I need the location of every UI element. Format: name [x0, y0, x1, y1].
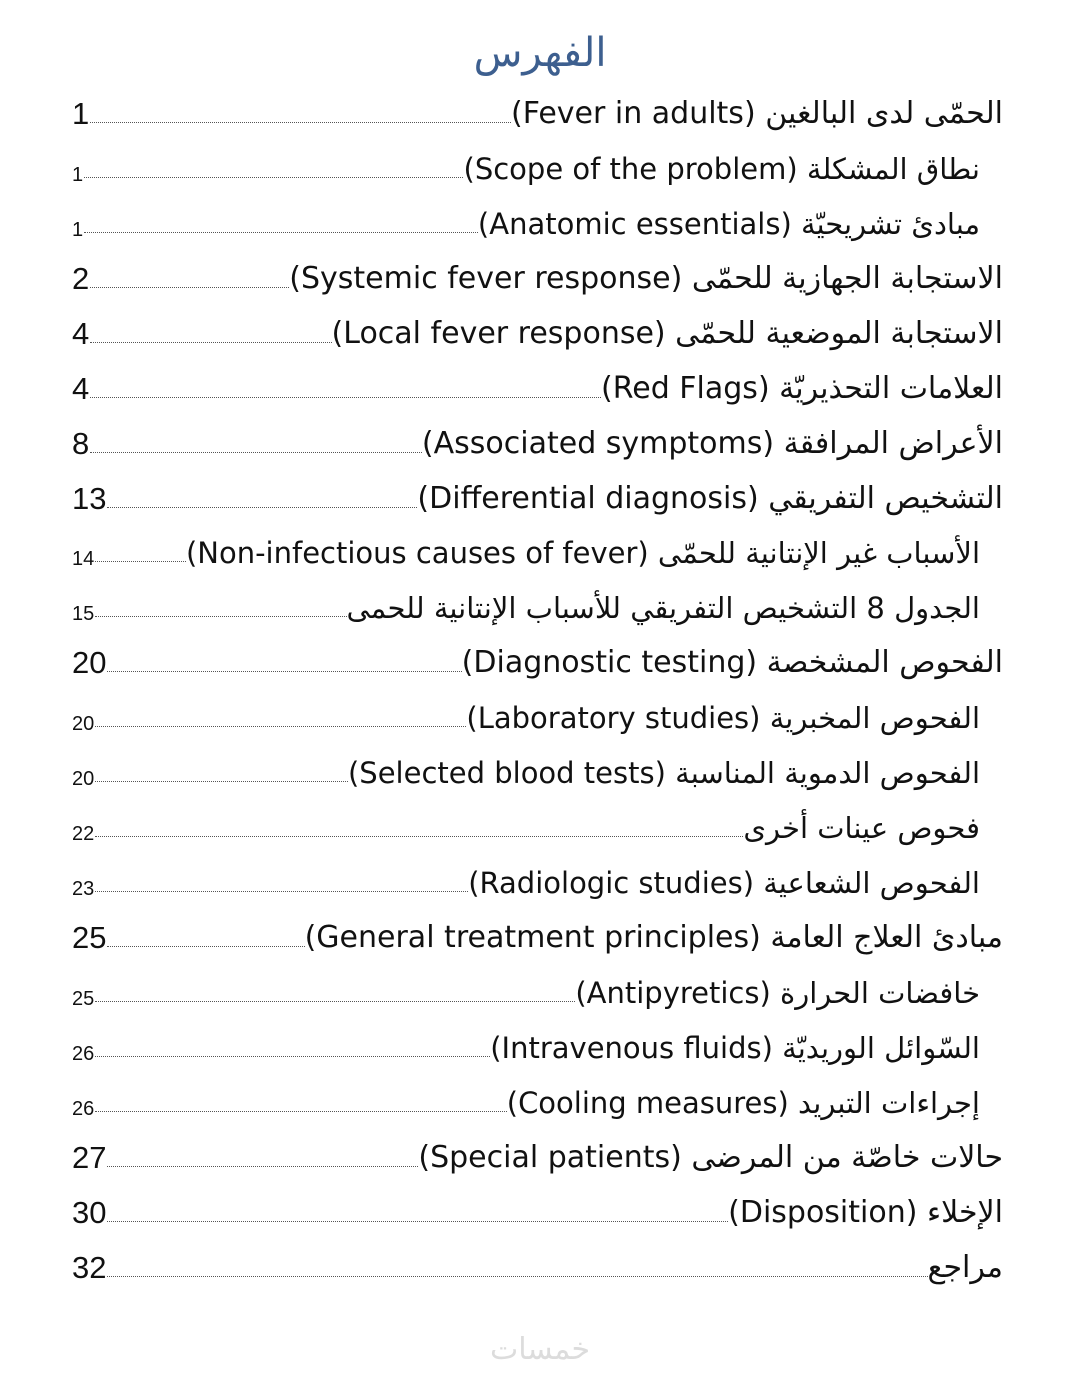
toc-page-number: 30 [72, 1194, 107, 1230]
toc-entry-title: الفحوص المخبرية (Laboratory studies) [466, 701, 980, 736]
dotted-leader [95, 616, 346, 617]
toc-page-number: 4 [72, 370, 90, 406]
dotted-leader [107, 671, 461, 672]
toc-entry[interactable] [0, 141, 1080, 196]
toc-entry[interactable] [0, 196, 1080, 251]
toc-entry[interactable] [0, 1075, 1080, 1130]
toc-entry-title: الحمّى لدى البالغين (Fever in adults) [511, 95, 1003, 131]
toc-entry[interactable] [0, 251, 1080, 306]
toc-entry-title: الأعراض المرافقة (Associated symptoms) [421, 425, 1003, 461]
toc-entry[interactable] [0, 580, 1080, 635]
dotted-leader [107, 946, 304, 947]
toc-entry[interactable] [0, 1130, 1080, 1185]
toc-entry-title: مراجع [927, 1249, 1003, 1285]
dotted-leader [95, 1111, 506, 1112]
toc-page-number: 32 [72, 1249, 107, 1285]
toc-page-number: 1 [72, 163, 84, 186]
dotted-leader [95, 561, 186, 562]
toc-entry-title: نطاق المشكلة (Scope of the problem) [463, 151, 980, 186]
toc-entry[interactable] [0, 635, 1080, 690]
toc-entry-title: خافضات الحرارة (Antipyretics) [575, 975, 980, 1010]
toc-entry[interactable] [0, 1020, 1080, 1075]
toc-entry-title: الفحوص الدموية المناسبة (Selected blood tests) [347, 756, 980, 791]
dotted-leader [107, 1166, 418, 1167]
dotted-leader [107, 507, 417, 508]
toc-entry-title: حالات خاصّة من المرضى (Special patients) [418, 1139, 1003, 1175]
toc-page-number: 2 [72, 260, 90, 296]
dotted-leader [84, 232, 478, 233]
toc-page-number: 27 [72, 1139, 107, 1175]
toc-entry-title: الاستجابة الجهازية للحمّى (Systemic fever response) [289, 260, 1003, 296]
dotted-leader [84, 177, 463, 178]
toc-page-number: 1 [72, 218, 84, 241]
toc-entry-title: العلامات التحذيريّة (Red Flags) [601, 370, 1003, 406]
toc-entry[interactable] [0, 1240, 1080, 1295]
dotted-leader [90, 122, 511, 123]
toc-page-number: 15 [72, 603, 95, 626]
toc-entry[interactable] [0, 745, 1080, 800]
toc-entry-title: فحوص عينات أخرى [743, 811, 980, 846]
toc-page-number: 20 [72, 713, 95, 736]
dotted-leader [107, 1276, 927, 1277]
toc-entry-title: الاستجابة الموضعية للحمّى (Local fever response) [331, 315, 1003, 351]
toc-page-number: 25 [72, 987, 95, 1010]
toc-entry-title: الفحوص الشعاعية (Radiologic studies) [468, 866, 980, 901]
dotted-leader [90, 342, 331, 343]
toc-page-number: 4 [72, 315, 90, 351]
dotted-leader [90, 287, 289, 288]
toc-entry-title: الأسباب غير الإنتانية للحمّى (Non-infectious causes of fever) [185, 536, 980, 571]
toc-page-number: 22 [72, 823, 95, 846]
toc-entry-title: مبادئ تشريحيّة (Anatomic essentials) [477, 206, 980, 241]
toc-page-number: 20 [72, 645, 107, 681]
dotted-leader [95, 891, 468, 892]
toc-entry-title: إجراءات التبريد (Cooling measures) [506, 1085, 980, 1120]
toc-entry-title: الجدول 8 التشخيص التفريقي للأسباب الإنتانية للحمى [346, 591, 980, 626]
dotted-leader [95, 1056, 490, 1057]
toc-page-number: 26 [72, 1097, 95, 1120]
toc-page-number: 8 [72, 425, 90, 461]
toc-page-number: 23 [72, 878, 95, 901]
toc-entry-title: الفحوص المشخصة (Diagnostic testing) [461, 645, 1003, 681]
toc-entry[interactable] [0, 1185, 1080, 1240]
toc-entry-title: مبادئ العلاج العامة (General treatment principles) [304, 920, 1003, 955]
toc-entry[interactable] [0, 855, 1080, 910]
toc-entry[interactable] [0, 306, 1080, 361]
page-title: الفهرس [473, 30, 607, 76]
toc-entry[interactable] [0, 690, 1080, 745]
toc-entry[interactable] [0, 416, 1080, 471]
toc-entry[interactable] [0, 910, 1080, 965]
dotted-leader [90, 397, 601, 398]
watermark-logo: خمسات [489, 1332, 591, 1367]
toc-page-number: 13 [72, 480, 107, 516]
toc-page-number: 14 [72, 548, 95, 571]
dotted-leader [95, 781, 348, 782]
toc-entry[interactable] [0, 86, 1080, 141]
toc-entry[interactable] [0, 800, 1080, 855]
toc-entry[interactable] [0, 471, 1080, 526]
toc-page-number: 26 [72, 1042, 95, 1065]
dotted-leader [95, 836, 743, 837]
toc-page-number: 20 [72, 768, 95, 791]
dotted-leader [95, 726, 466, 727]
toc-page-number: 1 [72, 95, 90, 131]
toc-page-number: 25 [72, 920, 107, 955]
toc-entry-title: التشخيص التفريقي (Differential diagnosis) [417, 480, 1003, 516]
toc-entry[interactable] [0, 361, 1080, 416]
toc-entry-title: الإخلاء (Disposition) [728, 1194, 1003, 1230]
table-of-contents [0, 86, 1080, 1295]
toc-entry[interactable] [0, 965, 1080, 1020]
toc-entry-title: السّوائل الوريديّة (Intravenous fluids) [490, 1030, 980, 1065]
dotted-leader [107, 1221, 728, 1222]
dotted-leader [90, 452, 422, 453]
dotted-leader [95, 1001, 575, 1002]
toc-entry[interactable] [0, 526, 1080, 581]
